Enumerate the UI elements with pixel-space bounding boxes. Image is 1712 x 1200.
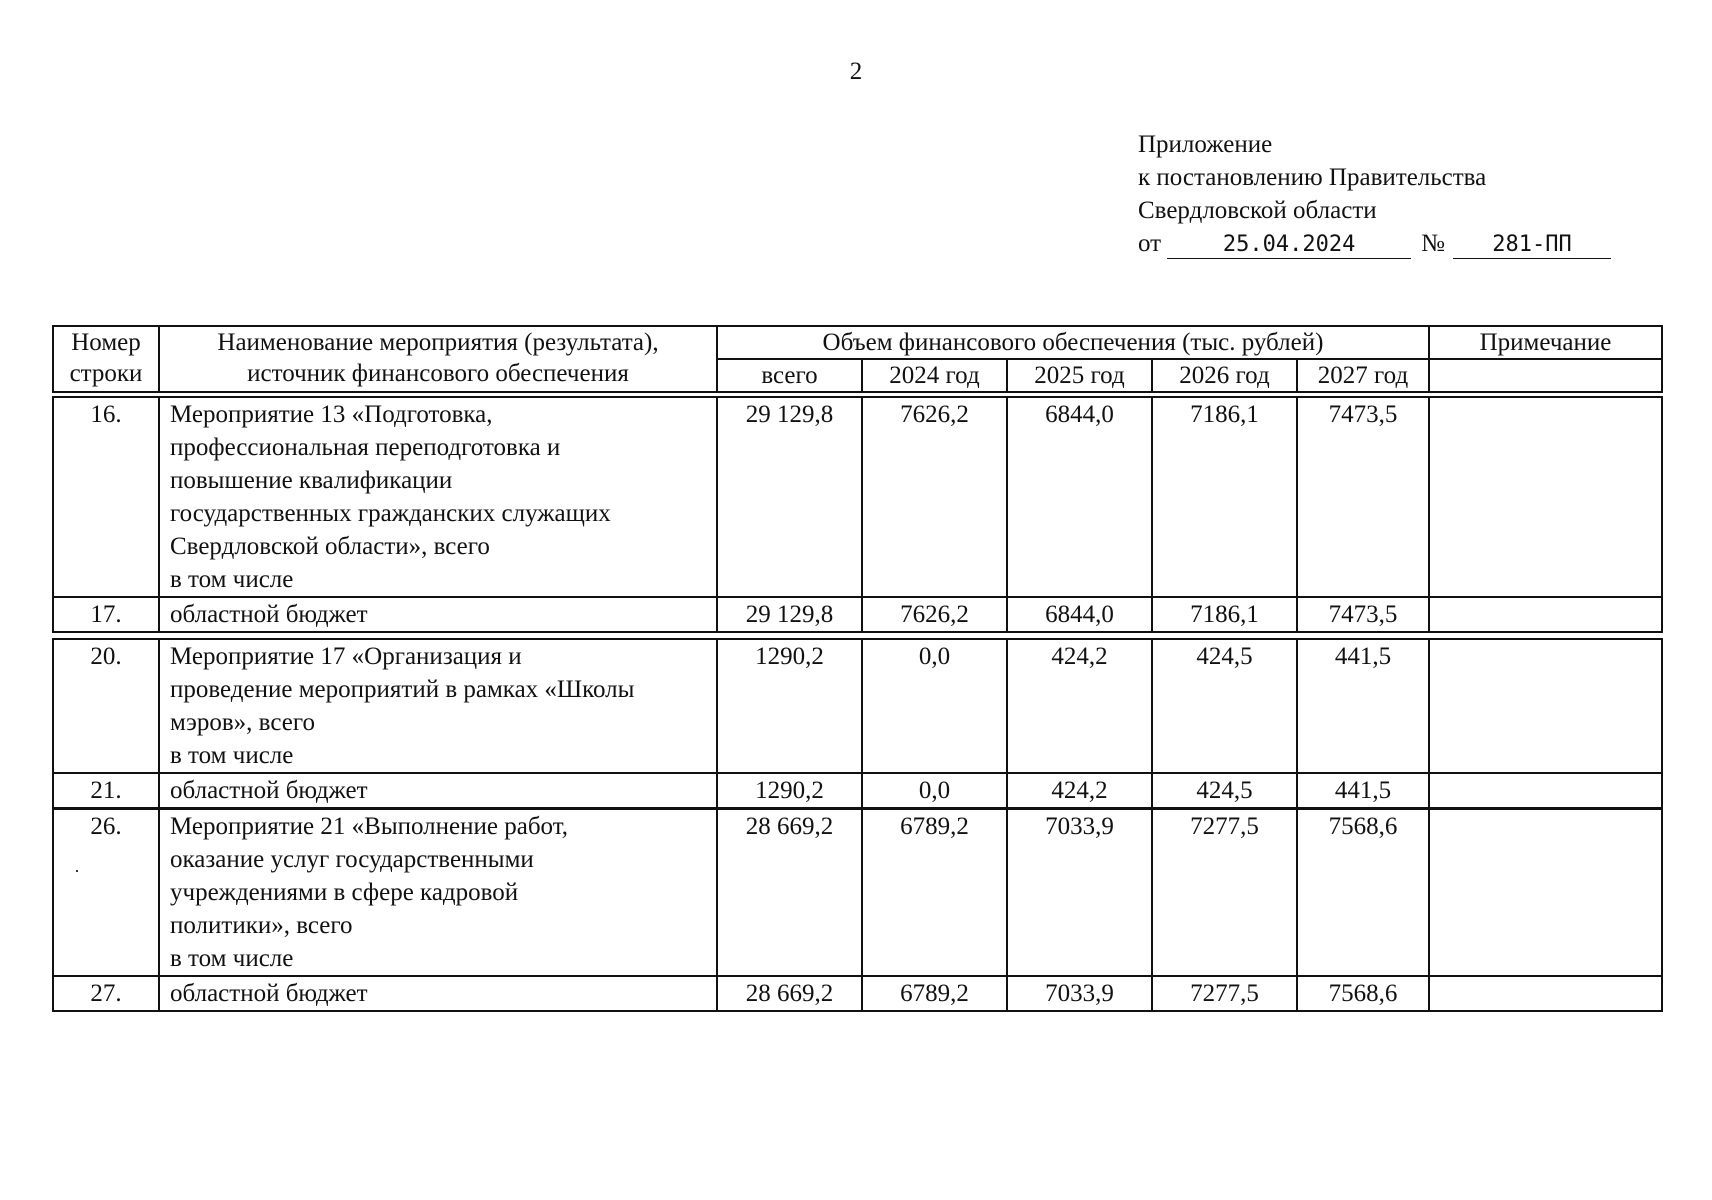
activity-name-cell xyxy=(159,597,717,632)
total-value-cell: 1290,2 xyxy=(717,639,862,773)
header-note: Примечание xyxy=(1429,326,1662,359)
activity-name-line: Мероприятие 13 «Подготовка, xyxy=(170,401,493,428)
year-2027-value-cell: 441,5 xyxy=(1297,639,1429,773)
activity-name-cell xyxy=(159,976,717,1011)
activity-name-line: политики», всего xyxy=(170,912,353,939)
activity-name-line: проведение мероприятий в рамках «Школы xyxy=(170,676,635,703)
header-activity-name-line1: Наименование мероприятия (результата), xyxy=(217,329,659,356)
year-2024-value-cell: 7626,2 xyxy=(862,397,1007,597)
scan-dot xyxy=(76,870,78,872)
note-cell xyxy=(1429,597,1662,632)
year-2024-value-cell: 0,0 xyxy=(862,773,1007,808)
year-2025-value-cell: 7033,9 xyxy=(1007,809,1152,976)
year-2026-value-cell: 424,5 xyxy=(1152,773,1297,808)
activity-name-cell xyxy=(159,773,717,808)
activity-name-line: в том числе xyxy=(170,566,294,593)
table-row xyxy=(53,809,1662,976)
table-header xyxy=(52,325,1663,393)
year-2026-value-cell: 7277,5 xyxy=(1152,809,1297,976)
activity-name-line: областной бюджет xyxy=(170,980,368,1007)
activity-name-line: в том числе xyxy=(170,742,294,769)
table-block xyxy=(52,396,1663,633)
note-cell xyxy=(1429,976,1662,1011)
appendix-header xyxy=(1138,128,1611,260)
activity-name-cell xyxy=(159,397,717,597)
note-cell xyxy=(1429,639,1662,773)
table-row xyxy=(53,597,1662,632)
activity-name-line: областной бюджет xyxy=(170,601,368,628)
year-2026-value-cell: 7277,5 xyxy=(1152,976,1297,1011)
activity-name-line: Свердловской области», всего xyxy=(170,533,490,560)
activity-name-line: областной бюджет xyxy=(170,777,368,804)
activity-name-line: Мероприятие 17 «Организация и xyxy=(170,643,522,670)
total-value-cell: 29 129,8 xyxy=(717,597,862,632)
activity-name-line: в том числе xyxy=(170,945,294,972)
activity-name-cell xyxy=(159,639,717,773)
year-2025-value-cell: 6844,0 xyxy=(1007,397,1152,597)
note-cell xyxy=(1429,397,1662,597)
header-year-2024: 2024 год xyxy=(862,359,1007,392)
header-activity-name-line2: источник финансового обеспечения xyxy=(247,360,629,387)
activity-name-line: Мероприятие 21 «Выполнение работ, xyxy=(170,813,569,840)
year-2025-value-cell: 424,2 xyxy=(1007,773,1152,808)
year-2024-value-cell: 6789,2 xyxy=(862,976,1007,1011)
header-activity-name xyxy=(159,326,717,392)
date-field: 25.04.2024 xyxy=(1167,232,1411,259)
year-2025-value-cell: 7033,9 xyxy=(1007,976,1152,1011)
note-cell xyxy=(1429,773,1662,808)
table-row xyxy=(53,976,1662,1011)
table-block xyxy=(52,638,1663,809)
row-number-cell: 17. xyxy=(53,597,159,632)
header-row-number-line2: строки xyxy=(69,360,143,387)
date-prefix: от xyxy=(1138,230,1162,257)
activity-name-line: профессиональная переподготовка и xyxy=(170,434,561,461)
row-number-cell: 16. xyxy=(53,397,159,597)
year-2027-value-cell: 7568,6 xyxy=(1297,976,1429,1011)
total-value-cell: 29 129,8 xyxy=(717,397,862,597)
year-2027-value-cell: 7473,5 xyxy=(1297,597,1429,632)
header-row-number-line1: Номер xyxy=(71,329,141,356)
year-2027-value-cell: 7568,6 xyxy=(1297,809,1429,976)
number-sign: № xyxy=(1421,230,1445,257)
row-number-cell: 21. xyxy=(53,773,159,808)
appendix-date-number xyxy=(1138,227,1611,260)
year-2027-value-cell: 7473,5 xyxy=(1297,397,1429,597)
row-number-cell: 20. xyxy=(53,639,159,773)
total-value-cell: 1290,2 xyxy=(717,773,862,808)
year-2026-value-cell: 424,5 xyxy=(1152,639,1297,773)
header-year-2027: 2027 год xyxy=(1297,359,1429,392)
year-2026-value-cell: 7186,1 xyxy=(1152,397,1297,597)
table-row xyxy=(53,397,1662,597)
total-value-cell: 28 669,2 xyxy=(717,976,862,1011)
header-year-2025: 2025 год xyxy=(1007,359,1152,392)
year-2026-value-cell: 7186,1 xyxy=(1152,597,1297,632)
activity-name-line: повышение квалификации xyxy=(170,467,453,494)
page-number: 2 xyxy=(849,58,863,85)
appendix-line-resolution: к постановлению Правительства xyxy=(1138,164,1487,191)
header-financing-volume: Объем финансового обеспечения (тыс. рублей) xyxy=(717,326,1429,359)
year-2027-value-cell: 441,5 xyxy=(1297,773,1429,808)
appendix-title: Приложение xyxy=(1138,131,1273,158)
year-2024-value-cell: 6789,2 xyxy=(862,809,1007,976)
document-number-field: 281-ПП xyxy=(1453,232,1611,259)
total-value-cell: 28 669,2 xyxy=(717,809,862,976)
activity-name-line: государственных гражданских служащих xyxy=(170,500,611,527)
activity-name-line: оказание услуг государственными xyxy=(170,846,534,873)
activity-name-cell xyxy=(159,809,717,976)
note-cell xyxy=(1429,809,1662,976)
year-2025-value-cell: 6844,0 xyxy=(1007,597,1152,632)
year-2024-value-cell: 7626,2 xyxy=(862,597,1007,632)
activity-name-line: учреждениями в сфере кадровой xyxy=(170,879,519,906)
appendix-line-region: Свердловской области xyxy=(1138,197,1377,224)
table-row xyxy=(53,773,1662,808)
header-year-2026: 2026 год xyxy=(1152,359,1297,392)
table-row xyxy=(53,639,1662,773)
table-block xyxy=(52,808,1663,1012)
header-note-empty xyxy=(1429,359,1662,392)
header-total: всего xyxy=(717,359,862,392)
year-2024-value-cell: 0,0 xyxy=(862,639,1007,773)
header-row-number xyxy=(53,326,159,392)
activity-name-line: мэров», всего xyxy=(170,709,315,736)
row-number-cell: 27. xyxy=(53,976,159,1011)
year-2025-value-cell: 424,2 xyxy=(1007,639,1152,773)
row-number-cell: 26. xyxy=(53,809,159,976)
